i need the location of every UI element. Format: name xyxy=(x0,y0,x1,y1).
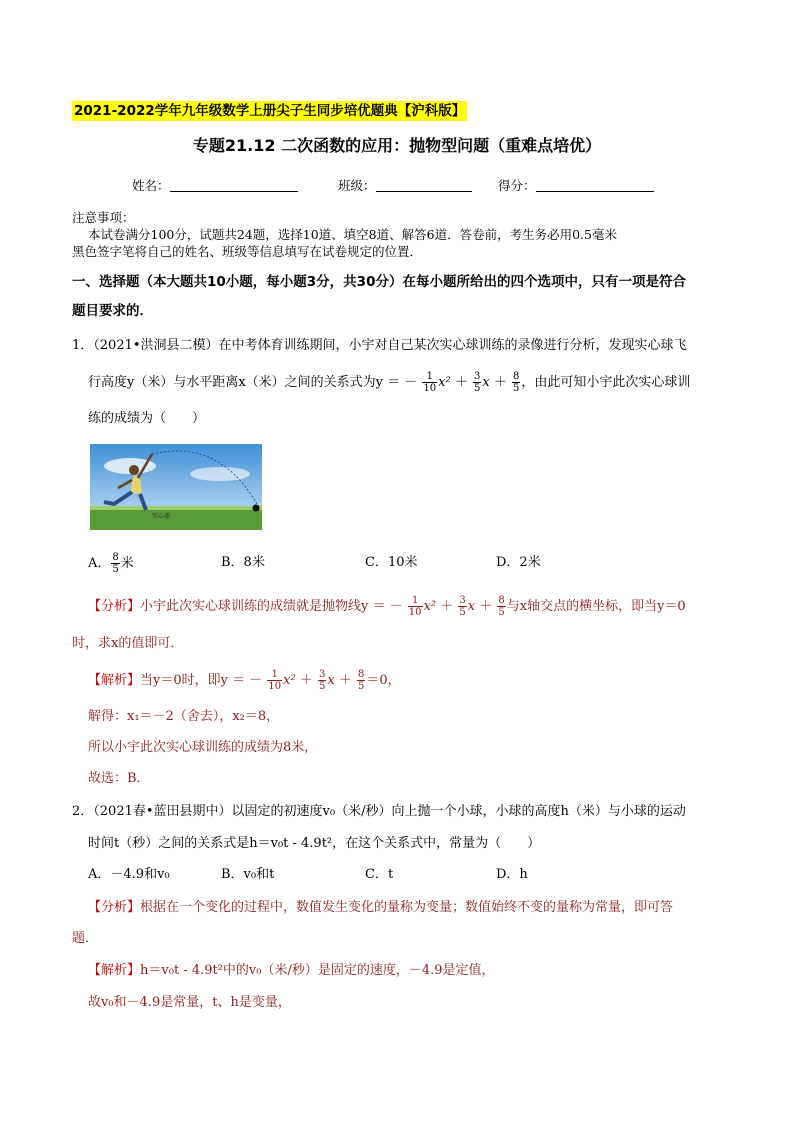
notes-line-1: 本试卷满分100分，试题共24题，选择10道、填空8道、解答6道．答卷前，考生务必用0.5毫米 xyxy=(88,227,617,242)
name-label: 姓名： xyxy=(132,178,170,193)
frac-8-5: $\frac{8}{5}$ xyxy=(513,371,520,394)
section-1-heading: 一、选择题（本大题共10小题，每小题3分，共30分）在每小题所给出的四个选项中，只有一项是符合 xyxy=(72,274,686,290)
class-label: 班级： xyxy=(338,178,376,193)
q2-analysis-line-1: 【分析】根据在一个变化的过程中，数值发生变化的量称为变量；数值始终不变的量称为常量，即可答 xyxy=(88,900,674,915)
q2-analysis-line-2: 题． xyxy=(72,931,99,946)
q1-solution-line-3: 所以小宇此次实心球训练的成绩为8米， xyxy=(88,740,318,755)
q1-option-d[interactable]: D．2米 xyxy=(496,555,541,570)
name-field xyxy=(132,176,298,194)
page-title: 专题21.12 二次函数的应用：抛物型问题（重难点培优） xyxy=(192,136,602,155)
score-label: 得分： xyxy=(498,178,536,193)
q1-stem-line-2: 行高度y（米）与水平距离x（米）之间的关系式为y ＝ － $\frac{1}{10}$ x² ＋ $\frac{3}{5}$ x ＋ $\frac{8}{5}$ ，由此可知小宇此次实心球训 xyxy=(88,371,691,394)
q1-stem-line-1: 1．（2021•洪洞县二模）在中考体育训练期间，小宇对自己某次实心球训练的录像进行分析，发现实心球飞 xyxy=(72,338,687,353)
notes-heading: 注意事项： xyxy=(72,210,135,225)
q2-solution-line-2: 故v₀和－4.9是常量，t、h是变量， xyxy=(88,995,291,1010)
q1-solution-line-2: 解得：x₁＝－2（舍去），x₂＝8， xyxy=(88,709,280,724)
shot-put-illustration xyxy=(90,444,262,530)
student-info-fields xyxy=(0,176,794,196)
score-blank[interactable] xyxy=(536,177,654,192)
q1-solution-line-4: 故选：B． xyxy=(88,771,150,786)
q2-option-d[interactable]: D．h xyxy=(496,867,528,882)
series-banner: 2021-2022学年九年级数学上册尖子生同步培优题典【沪科版】 xyxy=(74,103,466,119)
q1-option-a[interactable]: A． $\frac{8}{5}$ 米 xyxy=(88,552,134,575)
class-field xyxy=(338,176,472,194)
q2-stem-line-1: 2．（2021春•蓝田县期中）以固定的初速度v₀（米/秒）向上抛一个小球，小球的高度h（米）与小球的运动 xyxy=(72,804,686,819)
frac-8-5-option: $\frac{8}{5}$ xyxy=(112,552,119,575)
figure-label: 实心球 xyxy=(152,513,171,520)
q1-analysis-line-1: 【分析】小宇此次实心球训练的成绩就是抛物线y ＝ － $\frac{1}{10}$ x² ＋ $\frac{3}{5}$ x ＋ $\frac{8}{5}$ 与x轴交点的横坐标，即当y＝0 xyxy=(88,595,686,618)
q2-solution-line-1: 【解析】h＝v₀t - 4.9t²中的v₀（米/秒）是固定的速度，－4.9是定值， xyxy=(88,963,495,978)
frac-3-5: $\frac{3}{5}$ xyxy=(474,371,481,394)
q1-solution-line-1: 【解析】当y＝0时，即y ＝ － $\frac{1}{10}$ x² ＋ $\frac{3}{5}$ x ＋ $\frac{8}{5}$ ＝0， xyxy=(88,669,401,692)
q2-option-c[interactable]: C．t xyxy=(365,867,394,882)
section-1-heading-cont: 题目要求的． xyxy=(72,303,153,319)
q2-stem-line-2: 时间t（秒）之间的关系式是h＝v₀t - 4.9t²，在这个关系式中，常量为（ ） xyxy=(88,836,541,851)
q1-option-b[interactable]: B．8米 xyxy=(221,555,265,570)
q1-stem-line-3: 练的成绩为（ ） xyxy=(88,411,206,426)
q2-option-a[interactable]: A．－4.9和v₀ xyxy=(88,867,170,882)
q1-option-c[interactable]: C．10米 xyxy=(365,555,418,570)
frac-1-10: $\frac{1}{10}$ xyxy=(423,371,437,394)
class-blank[interactable] xyxy=(376,177,472,192)
notes-line-2: 黑色签字笔将自己的姓名、班级等信息填写在试卷规定的位置． xyxy=(72,244,423,259)
q2-option-b[interactable]: B．v₀和t xyxy=(221,867,275,882)
q1-analysis-line-2: 时，求x的值即可． xyxy=(72,636,184,651)
name-blank[interactable] xyxy=(170,177,298,192)
score-field xyxy=(498,176,654,194)
